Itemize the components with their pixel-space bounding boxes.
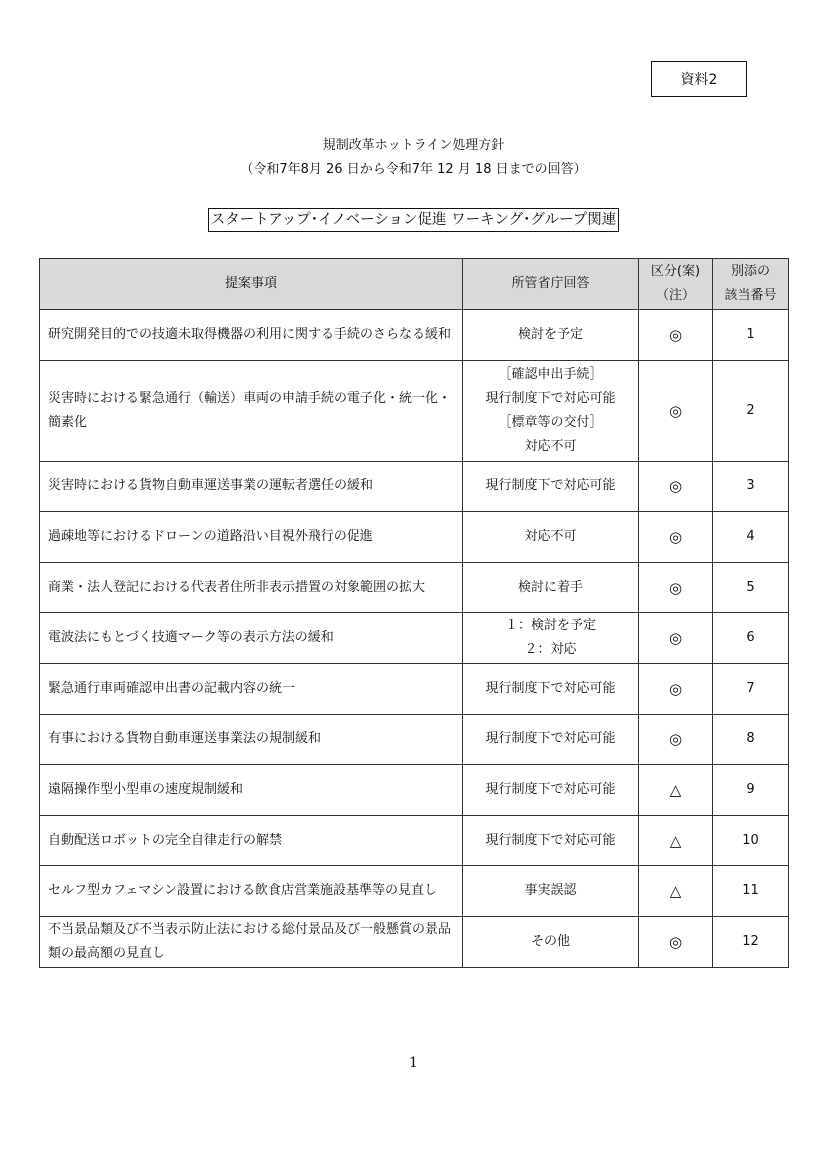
document-subtitle: （令和7年8月 26 日から令和7年 12 月 18 日までの回答） bbox=[240, 162, 587, 177]
table-row bbox=[40, 815, 789, 866]
header-category-line2: （注） bbox=[655, 288, 695, 303]
answer-line: 現行制度下で対応可能 bbox=[485, 478, 616, 494]
document-label: 資料2 bbox=[651, 61, 747, 97]
proposals-table bbox=[39, 258, 789, 968]
attachment-number-cell: 2 bbox=[713, 360, 789, 461]
category-cell: ◎ bbox=[639, 714, 713, 765]
category-cell: ◎ bbox=[639, 562, 713, 613]
answer-line: 対応不可 bbox=[524, 528, 577, 544]
proposal-cell: 過疎地等におけるドローンの道路沿い目視外飛行の促進 bbox=[40, 512, 463, 563]
answer-cell bbox=[463, 613, 639, 664]
answer-line: 現行制度下で対応可能 bbox=[485, 731, 616, 747]
answer-line: その他 bbox=[530, 933, 570, 949]
answer-line: ２：対応 bbox=[524, 642, 577, 658]
attachment-number-cell: 1 bbox=[713, 310, 789, 361]
table-row bbox=[40, 765, 789, 816]
attachment-number-cell: 5 bbox=[713, 562, 789, 613]
category-cell: ◎ bbox=[639, 613, 713, 664]
answer-cell bbox=[463, 360, 639, 461]
category-cell: ◎ bbox=[639, 512, 713, 563]
table-row bbox=[40, 512, 789, 563]
table-row bbox=[40, 916, 789, 967]
answer-cell bbox=[463, 663, 639, 714]
category-cell: ◎ bbox=[639, 663, 713, 714]
answer-cell bbox=[463, 815, 639, 866]
header-attachment bbox=[713, 259, 789, 310]
attachment-number-cell: 6 bbox=[713, 613, 789, 664]
proposal-cell: 緊急通行車両確認申出書の記載内容の統一 bbox=[40, 663, 463, 714]
proposal-cell: 災害時における貨物自動車運送事業の運転者選任の緩和 bbox=[40, 461, 463, 512]
proposal-cell: 有事における貨物自動車運送事業法の規制緩和 bbox=[40, 714, 463, 765]
table-row bbox=[40, 663, 789, 714]
answer-line: 検討に着手 bbox=[517, 579, 583, 595]
table-header-row bbox=[40, 259, 789, 310]
answer-line: 現行制度下で対応可能 bbox=[485, 390, 616, 406]
answer-cell bbox=[463, 512, 639, 563]
proposal-cell: 商業・法人登記における代表者住所非表示措置の対象範囲の拡大 bbox=[40, 562, 463, 613]
answer-cell bbox=[463, 562, 639, 613]
table-row bbox=[40, 461, 789, 512]
answer-line: １：検討を予定 bbox=[504, 618, 596, 634]
attachment-number-cell: 11 bbox=[713, 866, 789, 917]
document-title: 規制改革ホットライン処理方針 bbox=[322, 138, 505, 153]
category-cell: ◎ bbox=[639, 916, 713, 967]
answer-cell bbox=[463, 765, 639, 816]
proposal-cell: 不当景品類及び不当表示防止法における総付景品及び一般懸賞の景品類の最高額の見直し bbox=[40, 916, 463, 967]
answer-cell bbox=[463, 714, 639, 765]
header-proposal: 提案事項 bbox=[40, 259, 463, 310]
header-answer: 所管省庁回答 bbox=[463, 259, 639, 310]
working-group-heading bbox=[0, 208, 827, 232]
header-category-line1: 区分(案) bbox=[650, 264, 701, 279]
category-cell: △ bbox=[639, 815, 713, 866]
attachment-number-cell: 10 bbox=[713, 815, 789, 866]
table-row bbox=[40, 310, 789, 361]
answer-line: 検討を予定 bbox=[517, 326, 583, 342]
proposal-cell: 電波法にもとづく技適マーク等の表示方法の緩和 bbox=[40, 613, 463, 664]
attachment-number-cell: 7 bbox=[713, 663, 789, 714]
attachment-number-cell: 12 bbox=[713, 916, 789, 967]
header-category bbox=[639, 259, 713, 310]
answer-line: 現行制度下で対応可能 bbox=[485, 680, 616, 696]
page-number: 1 bbox=[409, 1055, 418, 1071]
answer-cell bbox=[463, 866, 639, 917]
table-row bbox=[40, 613, 789, 664]
table-row bbox=[40, 714, 789, 765]
attachment-number-cell: 9 bbox=[713, 765, 789, 816]
proposal-cell: 遠隔操作型小型車の速度規制緩和 bbox=[40, 765, 463, 816]
header-attachment-line1: 別添の bbox=[730, 264, 770, 279]
category-cell: △ bbox=[639, 866, 713, 917]
answer-line: 現行制度下で対応可能 bbox=[485, 832, 616, 848]
table-body bbox=[40, 310, 789, 968]
category-cell: ◎ bbox=[639, 310, 713, 361]
answer-line: ［標章等の交付］ bbox=[498, 414, 603, 430]
answer-cell bbox=[463, 461, 639, 512]
answer-line: 現行制度下で対応可能 bbox=[485, 781, 616, 797]
proposal-cell: 災害時における緊急通行（輸送）車両の申請手続の電子化・統一化・簡素化 bbox=[40, 360, 463, 461]
answer-cell bbox=[463, 916, 639, 967]
category-cell: △ bbox=[639, 765, 713, 816]
table-row bbox=[40, 866, 789, 917]
working-group-title: スタートアップ･イノベーション促進 ワーキング･グループ関連 bbox=[208, 208, 620, 232]
answer-line: 対応不可 bbox=[524, 438, 577, 454]
proposal-cell: 自動配送ロボットの完全自律走行の解禁 bbox=[40, 815, 463, 866]
proposal-cell: セルフ型カフェマシン設置における飲食店営業施設基準等の見直し bbox=[40, 866, 463, 917]
attachment-number-cell: 4 bbox=[713, 512, 789, 563]
answer-line: ［確認申出手続］ bbox=[498, 366, 603, 382]
answer-line: 事実誤認 bbox=[524, 883, 577, 899]
answer-cell bbox=[463, 310, 639, 361]
attachment-number-cell: 3 bbox=[713, 461, 789, 512]
attachment-number-cell: 8 bbox=[713, 714, 789, 765]
proposal-cell: 研究開発目的での技適未取得機器の利用に関する手続のさらなる緩和 bbox=[40, 310, 463, 361]
table-row bbox=[40, 562, 789, 613]
category-cell: ◎ bbox=[639, 360, 713, 461]
header-attachment-line2: 該当番号 bbox=[724, 288, 777, 303]
table-row bbox=[40, 360, 789, 461]
category-cell: ◎ bbox=[639, 461, 713, 512]
